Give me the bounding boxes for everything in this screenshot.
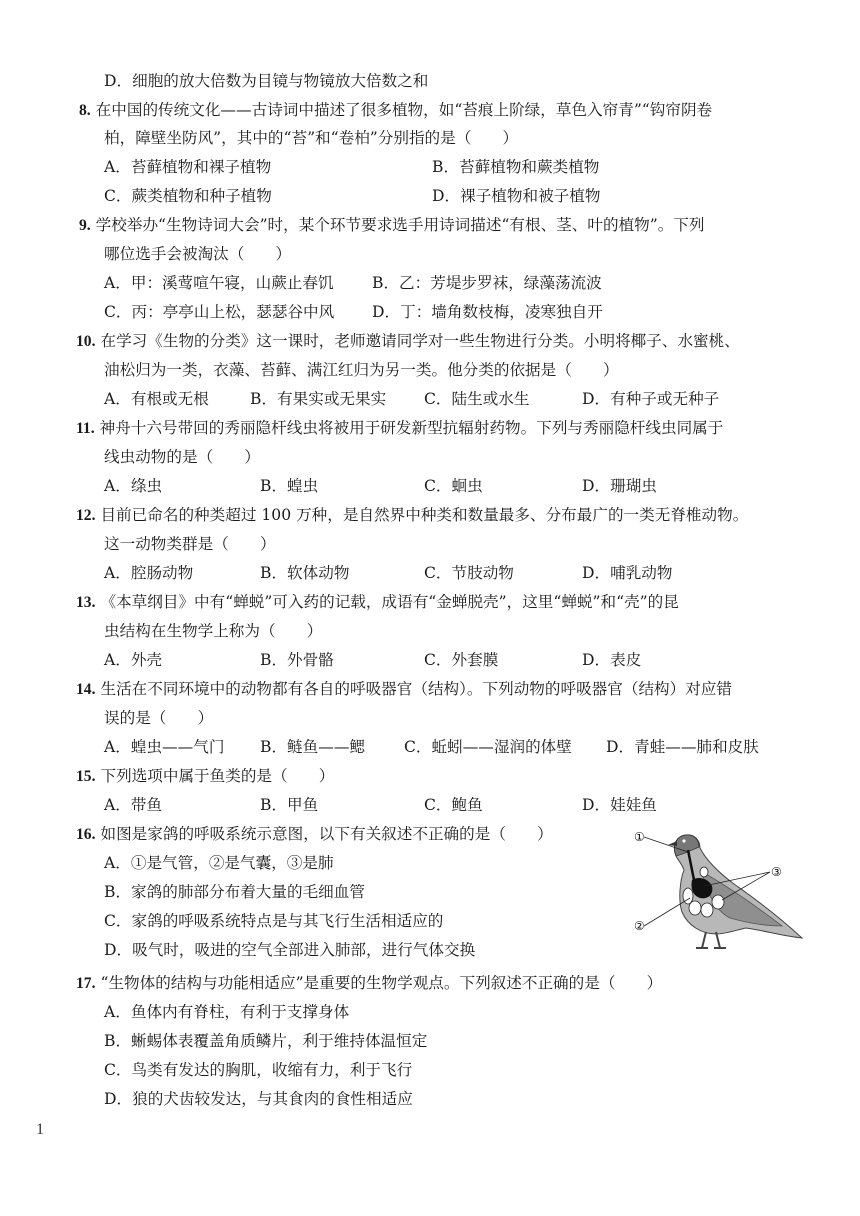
- q16-option-b[interactable]: B．家鸽的肺部分布着大量的毛细血管: [104, 883, 365, 901]
- page-number: 1: [36, 1121, 44, 1138]
- q13-stem-1: 13. 《本草纲目》中有“蝉蜕”可入药的记载，成语有“金蝉脱壳”，这里“蝉蜕”和“壳”的昆: [76, 593, 679, 611]
- q9-stem-2: 哪位选手会被淘汰（ ）: [104, 245, 292, 263]
- q15-option-c[interactable]: C．鲍鱼: [424, 796, 483, 814]
- q11-option-b[interactable]: B．蝗虫: [260, 477, 319, 495]
- q9-number: 9.: [79, 217, 91, 234]
- q14-option-a[interactable]: A．蝗虫——气门: [104, 738, 225, 756]
- q13-option-c[interactable]: C．外套膜: [424, 651, 499, 669]
- q12-option-a[interactable]: A．腔肠动物: [104, 564, 194, 582]
- q15-option-b[interactable]: B．甲鱼: [260, 796, 319, 814]
- pigeon-respiratory-figure: [632, 826, 812, 956]
- q9-stem-1: 9. 学校举办“生物诗词大会”时，某个环节要求选手用诗词描述“有根、茎、叶的植物”。下列: [79, 216, 705, 234]
- q15-number: 15.: [76, 768, 96, 785]
- q15-stem-1: 15. 下列选项中属于鱼类的是（ ）: [76, 767, 335, 785]
- q16-option-a[interactable]: A．①是气管，②是气囊，③是肺: [104, 854, 334, 872]
- q17-option-c[interactable]: C．鸟类有发达的胸肌，收缩有力，利于飞行: [104, 1061, 413, 1079]
- q8-number: 8.: [79, 102, 91, 119]
- q14-option-b[interactable]: B．鲢鱼——鳃: [260, 738, 366, 756]
- figure-label-1: ①: [634, 830, 645, 844]
- q17-stem-1: 17. “生物体的结构与功能相适应”是重要的生物学观点。下列叙述不正确的是（ ）: [76, 974, 663, 992]
- q10-option-b[interactable]: B．有果实或无果实: [250, 390, 387, 408]
- q10-number: 10.: [76, 333, 96, 350]
- q12-option-d[interactable]: D．哺乳动物: [582, 564, 673, 582]
- q11-option-a[interactable]: A．绦虫: [104, 477, 163, 495]
- air-sac-2: [689, 901, 701, 915]
- q12-option-b[interactable]: B．软体动物: [260, 564, 350, 582]
- q13-number: 13.: [76, 594, 96, 611]
- q12-option-c[interactable]: C．节肢动物: [424, 564, 514, 582]
- q11-number: 11.: [76, 420, 95, 437]
- air-sac-5: [700, 867, 708, 877]
- q15-option-d[interactable]: D．娃娃鱼: [582, 796, 657, 814]
- q8-option-c[interactable]: C．蕨类植物和种子植物: [104, 187, 272, 205]
- q11-option-c[interactable]: C．蛔虫: [424, 477, 483, 495]
- q10-option-a[interactable]: A．有根或无根: [104, 390, 209, 408]
- q10-stem-2: 油松归为一类，衣藻、苔藓、满江红归为另一类。他分类的依据是（ ）: [104, 361, 619, 379]
- q9-option-c[interactable]: C．丙：亭亭山上松，瑟瑟谷中风: [104, 303, 335, 321]
- q12-stem-2: 这一动物类群是（ ）: [104, 535, 276, 553]
- q10-stem-1: 10. 在学习《生物的分类》这一课时，老师邀请同学对一些生物进行分类。小明将椰子、水蜜桃、: [76, 332, 740, 350]
- q16-option-d[interactable]: D．吸气时，吸进的空气全部进入肺部，进行气体交换: [104, 941, 476, 959]
- q16-number: 16.: [76, 826, 96, 843]
- figure-label-3: ③: [771, 865, 782, 879]
- figure-label-2: ②: [634, 919, 645, 933]
- q8-stem-2: 柏，障壁坐防风”，其中的“苔”和“卷柏”分别指的是（ ）: [104, 129, 519, 147]
- q12-stem-1: 12. 目前已命名的种类超过 100 万种，是自然界中种类和数量最多、分布最广的一类无脊椎动物。: [76, 506, 749, 524]
- q9-option-d[interactable]: D．丁：墙角数枝梅，凌寒独自开: [372, 303, 603, 321]
- pigeon-legs: [696, 932, 726, 948]
- q17-option-b[interactable]: B．蜥蜴体表覆盖角质鳞片，利于维持体温恒定: [104, 1032, 428, 1050]
- q9-option-a[interactable]: A．甲：溪莺喧午寝，山蕨止春饥: [104, 274, 334, 292]
- prev-option-d: D．细胞的放大倍数为目镜与物镜放大倍数之和: [104, 72, 429, 90]
- q14-option-c[interactable]: C．蚯蚓——湿润的体壁: [404, 738, 572, 756]
- q17-option-d[interactable]: D．狼的犬齿较发达，与其食肉的食性相适应: [104, 1090, 413, 1108]
- q8-option-a[interactable]: A．苔藓植物和裸子植物: [104, 158, 272, 176]
- q8-stem-1: 8. 在中国的传统文化——古诗词中描述了很多植物，如“苔痕上阶绿，草色入帘青”“钩帘阴卷: [79, 101, 713, 119]
- q9-option-b[interactable]: B．乙：芳堤步罗袜，绿藻荡流波: [372, 274, 602, 292]
- q8-option-d[interactable]: D．裸子植物和被子植物: [432, 187, 601, 205]
- q11-stem-2: 线虫动物的是（ ）: [104, 448, 260, 466]
- q14-stem-1: 14. 生活在不同环境中的动物都有各自的呼吸器官（结构）。下列动物的呼吸器官（结构）对应错: [76, 680, 733, 698]
- q16-option-c[interactable]: C．家鸽的呼吸系统特点是与其飞行生活相适应的: [104, 912, 444, 930]
- air-sac-4: [712, 895, 724, 909]
- q12-number: 12.: [76, 507, 96, 524]
- q11-option-d[interactable]: D．珊瑚虫: [582, 477, 657, 495]
- q13-stem-2: 虫结构在生物学上称为（ ）: [104, 622, 323, 640]
- q17-option-a[interactable]: A．鱼体内有脊柱，有利于支撑身体: [104, 1003, 350, 1021]
- q17-number: 17.: [76, 975, 96, 992]
- q10-option-d[interactable]: D．有种子或无种子: [582, 390, 720, 408]
- q14-option-d[interactable]: D．青蛙——肺和皮肤: [606, 738, 759, 756]
- q14-number: 14.: [76, 681, 96, 698]
- q10-option-c[interactable]: C．陆生或水生: [424, 390, 530, 408]
- pigeon-eye: [682, 839, 685, 842]
- q13-option-b[interactable]: B．外骨骼: [260, 651, 334, 669]
- q13-option-a[interactable]: A．外壳: [104, 651, 163, 669]
- q11-stem-1: 11. 神舟十六号带回的秀丽隐杆线虫将被用于研发新型抗辐射药物。下列与秀丽隐杆线虫同属于: [76, 419, 724, 437]
- air-sac-3: [701, 903, 713, 917]
- q8-option-b[interactable]: B．苔藓植物和蕨类植物: [432, 158, 600, 176]
- q15-option-a[interactable]: A．带鱼: [104, 796, 163, 814]
- q16-stem-1: 16. 如图是家鸽的呼吸系统示意图，以下有关叙述不正确的是（ ）: [76, 825, 553, 843]
- q14-stem-2: 误的是（ ）: [104, 709, 214, 727]
- q13-option-d[interactable]: D．表皮: [582, 651, 642, 669]
